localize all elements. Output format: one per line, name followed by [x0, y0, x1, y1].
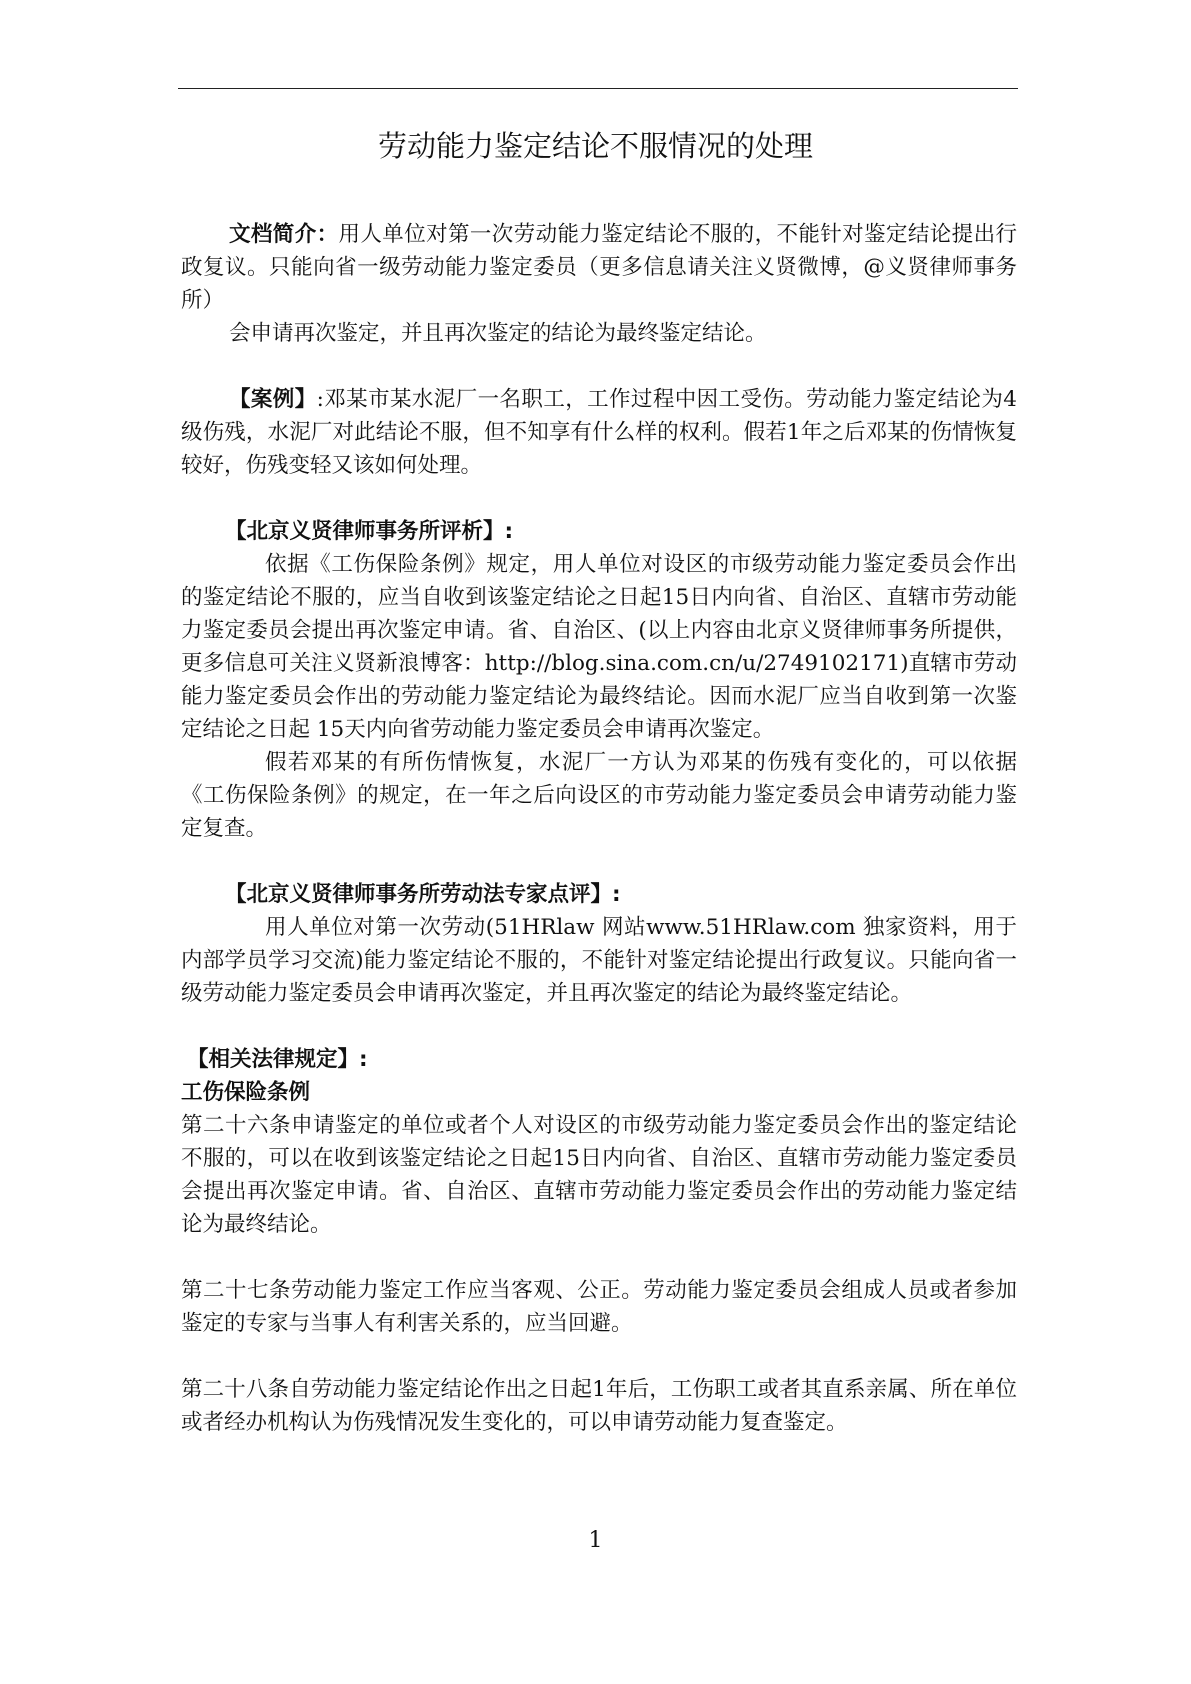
- expert-heading: 【北京义贤律师事务所劳动法专家点评】:: [225, 882, 621, 907]
- intro-text: 用人单位对第一次劳动能力鉴定结论不服的，不能针对鉴定结论提出行政复议。只能向省一级劳动能力鉴定委员（更多信息请关注义贤微博，@义贤律师事务所）: [181, 222, 1017, 313]
- law-article-28: 第二十八条自劳动能力鉴定结论作出之日起1年后，工伤职工或者其直系亲属、所在单位或者经办机构认为伤残情况发生变化的，可以申请劳动能力复查鉴定。: [181, 1377, 1017, 1435]
- document-title: 劳动能力鉴定结论不服情况的处理: [377, 129, 813, 163]
- case-paragraph: [181, 383, 1017, 482]
- case-label: 【案例】: [229, 387, 317, 412]
- header-rule: [178, 88, 1018, 89]
- spacer: [181, 845, 1017, 878]
- analysis-paragraph-2: 假若邓某的有所伤情恢复，水泥厂一方认为邓某的伤残有变化的，可以依据《工伤保险条例》的规定，在一年之后向设区的市劳动能力鉴定委员会申请劳动能力鉴定复查。: [181, 750, 1017, 841]
- law-heading: 【相关法律规定】:: [187, 1047, 368, 1072]
- intro-label: 文档简介：: [229, 222, 339, 247]
- analysis-heading: 【北京义贤律师事务所评析】:: [225, 519, 514, 544]
- page-number: 1: [588, 1528, 603, 1553]
- spacer: [181, 1241, 1017, 1274]
- document-body: [181, 218, 1017, 1439]
- expert-paragraph: 用人单位对第一次劳动(51HRlaw 网站www.51HRlaw.com 独家资料，用于内部学员学习交流)能力鉴定结论不服的，不能针对鉴定结论提出行政复议。只能向省一级劳动能力鉴定委员会申请再次鉴定，并且再次鉴定的结论为最终鉴定结论。: [181, 915, 1017, 1006]
- analysis-paragraph-1: 依据《工伤保险条例》规定，用人单位对设区的市级劳动能力鉴定委员会作出的鉴定结论不服的，应当自收到该鉴定结论之日起15日内向省、自治区、直辖市劳动能力鉴定委员会提出再次鉴定申请。省、自治区、(以上内容由北京义贤律师事务所提供，更多信息可关注义贤新浪博客：http://blog.sina.com.cn/u/2749102171)直辖市劳动能力鉴定委员会作出的劳动能力鉴定结论为最终结论。因而水泥厂应当自收到第一次鉴定结论之日起 15天内向省劳动能力鉴定委员会申请再次鉴定。: [181, 552, 1017, 742]
- spacer: [181, 482, 1017, 515]
- spacer: [181, 1010, 1017, 1043]
- intro-paragraph: [181, 218, 1017, 317]
- spacer: [181, 1340, 1017, 1373]
- intro-continuation: 会申请再次鉴定，并且再次鉴定的结论为最终鉴定结论。: [229, 321, 767, 346]
- law-article-27: 第二十七条劳动能力鉴定工作应当客观、公正。劳动能力鉴定委员会组成人员或者参加鉴定的专家与当事人有利害关系的，应当回避。: [181, 1278, 1017, 1336]
- case-text: :邓某市某水泥厂一名职工，工作过程中因工受伤。劳动能力鉴定结论为4级伤残，水泥厂对此结论不服，但不知享有什么样的权利。假若1年之后邓某的伤情恢复较好，伤残变轻又该如何处理。: [181, 387, 1017, 478]
- regulation-title: 工伤保险条例: [181, 1080, 311, 1105]
- spacer: [181, 350, 1017, 383]
- law-article-26: 第二十六条申请鉴定的单位或者个人对设区的市级劳动能力鉴定委员会作出的鉴定结论不服的，可以在收到该鉴定结论之日起15日内向省、自治区、直辖市劳动能力鉴定委员会提出再次鉴定申请。省、自治区、直辖市劳动能力鉴定委员会作出的劳动能力鉴定结论为最终结论。: [181, 1113, 1017, 1237]
